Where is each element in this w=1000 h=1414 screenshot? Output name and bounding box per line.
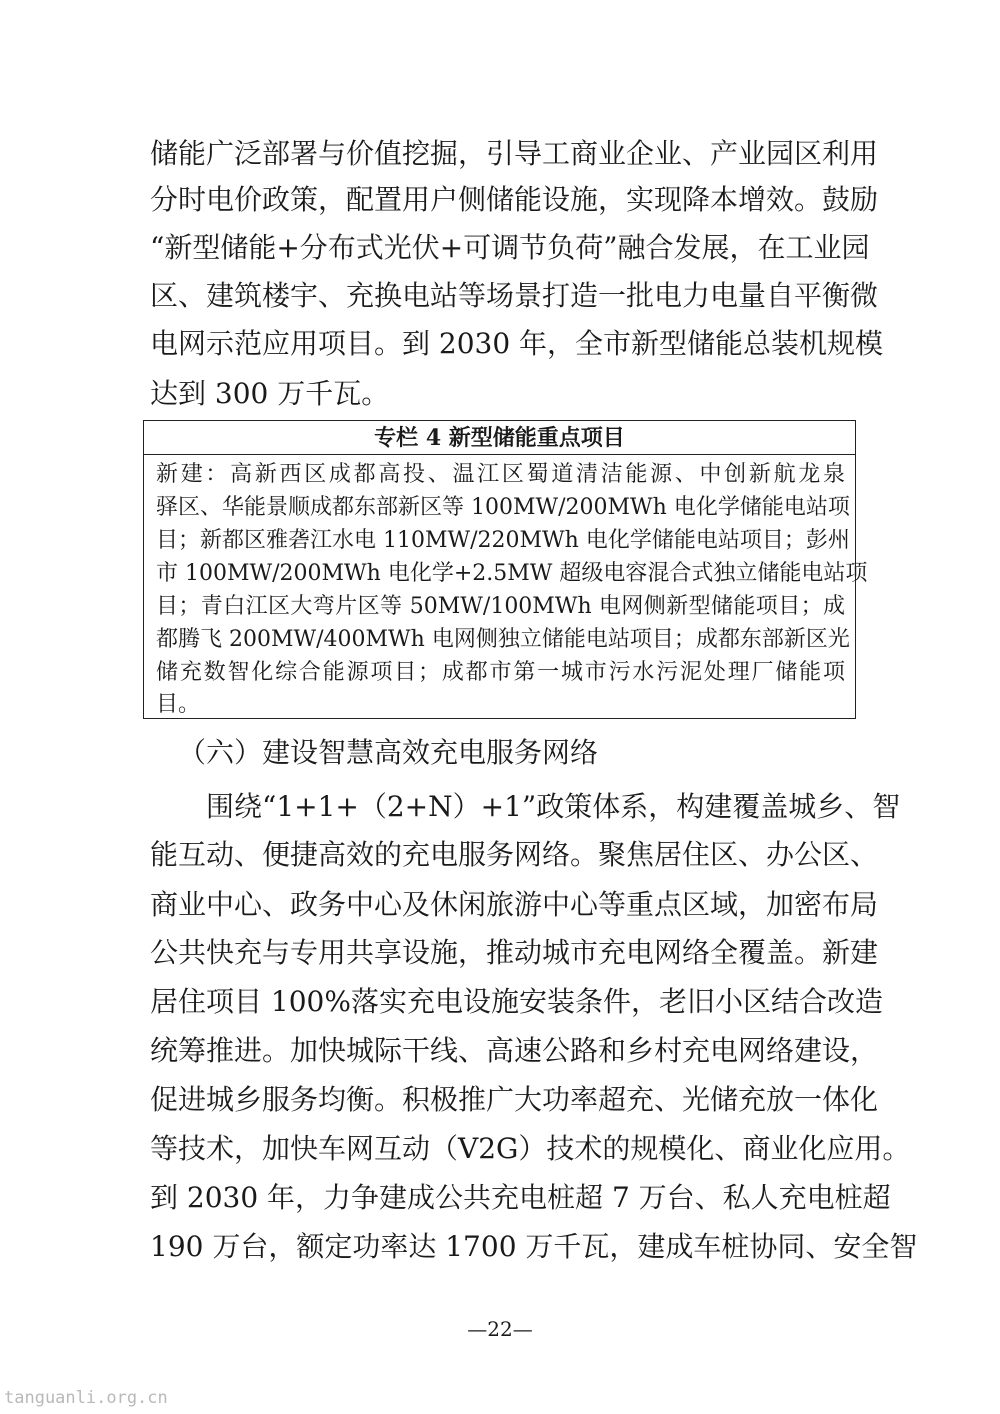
text-line: 电网示范应用项目。到 2030 年，全市新型储能总装机规模 (150, 327, 884, 360)
box-text-line: 储充数智化综合能源项目；成都市第一城市污水污泥处理厂储能项 (156, 660, 845, 685)
text-line: 统筹推进。加快城际干线、高速公路和乡村充电网络建设， (150, 1034, 879, 1067)
box-text-line: 都腾飞 200MW/400MWh 电网侧独立储能电站项目；成都东部新区光 (156, 627, 850, 652)
watermark: tanguanli.org.cn (4, 1388, 168, 1408)
column-box-storage-projects (143, 420, 868, 719)
box-text-line: 目；青白江区大弯片区等 50MW/100MWh 电网侧新型储能项目；成 (156, 594, 845, 619)
text-line: 190 万台，额定功率达 1700 万千瓦，建成车桩协同、安全智 (150, 1230, 918, 1263)
text-line: 到 2030 年，力争建成公共充电桩超 7 万台、私人充电桩超 (150, 1181, 891, 1214)
text-line: 能互动、便捷高效的充电服务网络。聚焦居住区、办公区、 (150, 838, 879, 871)
box-title: 专栏 4 新型储能重点项目 (144, 421, 855, 455)
section-heading: （六）建设智慧高效充电服务网络 (178, 736, 599, 769)
text-line: 公共快充与专用共享设施，推动城市充电网络全覆盖。新建 (150, 936, 879, 969)
box-text-line: 目。 (156, 692, 201, 717)
text-line: 商业中心、政务中心及休闲旅游中心等重点区域，加密布局 (150, 888, 879, 921)
box-text-line: 目；新都区雅砻江水电 110MW/220MWh 电化学储能电站项目；彭州 (156, 528, 850, 553)
text-line: “新型储能+分布式光伏+可调节负荷”融合发展，在工业园 (150, 231, 870, 264)
text-line: 储能广泛部署与价值挖掘，引导工商业企业、产业园区利用 (150, 137, 879, 170)
box-text-line: 市 100MW/200MWh 电化学+2.5MW 超级电容混合式独立储能电站项 (156, 561, 868, 586)
text-line: 分时电价政策，配置用户侧储能设施，实现降本增效。鼓励 (150, 183, 879, 216)
box-text-line: 驿区、华能景顺成都东部新区等 100MW/200MWh 电化学储能电站项 (156, 495, 850, 520)
page-number: —22— (467, 1317, 533, 1341)
text-line: 围绕“1+1+（2+N）+1”政策体系，构建覆盖城乡、智 (206, 790, 901, 823)
text-line: 区、建筑楼宇、充换电站等场景打造一批电力电量自平衡微 (150, 279, 879, 312)
text-line: 达到 300 万千瓦。 (150, 377, 390, 410)
text-line: 居住项目 100%落实充电设施安装条件，老旧小区结合改造 (150, 985, 883, 1018)
text-line: 促进城乡服务均衡。积极推广大功率超充、光储充放一体化 (150, 1083, 879, 1116)
text-line: 等技术，加快车网互动（V2G）技术的规模化、商业化应用。 (150, 1132, 911, 1165)
box-text-line: 新建：高新西区成都高投、温江区蜀道清洁能源、中创新航龙泉 (156, 462, 845, 487)
